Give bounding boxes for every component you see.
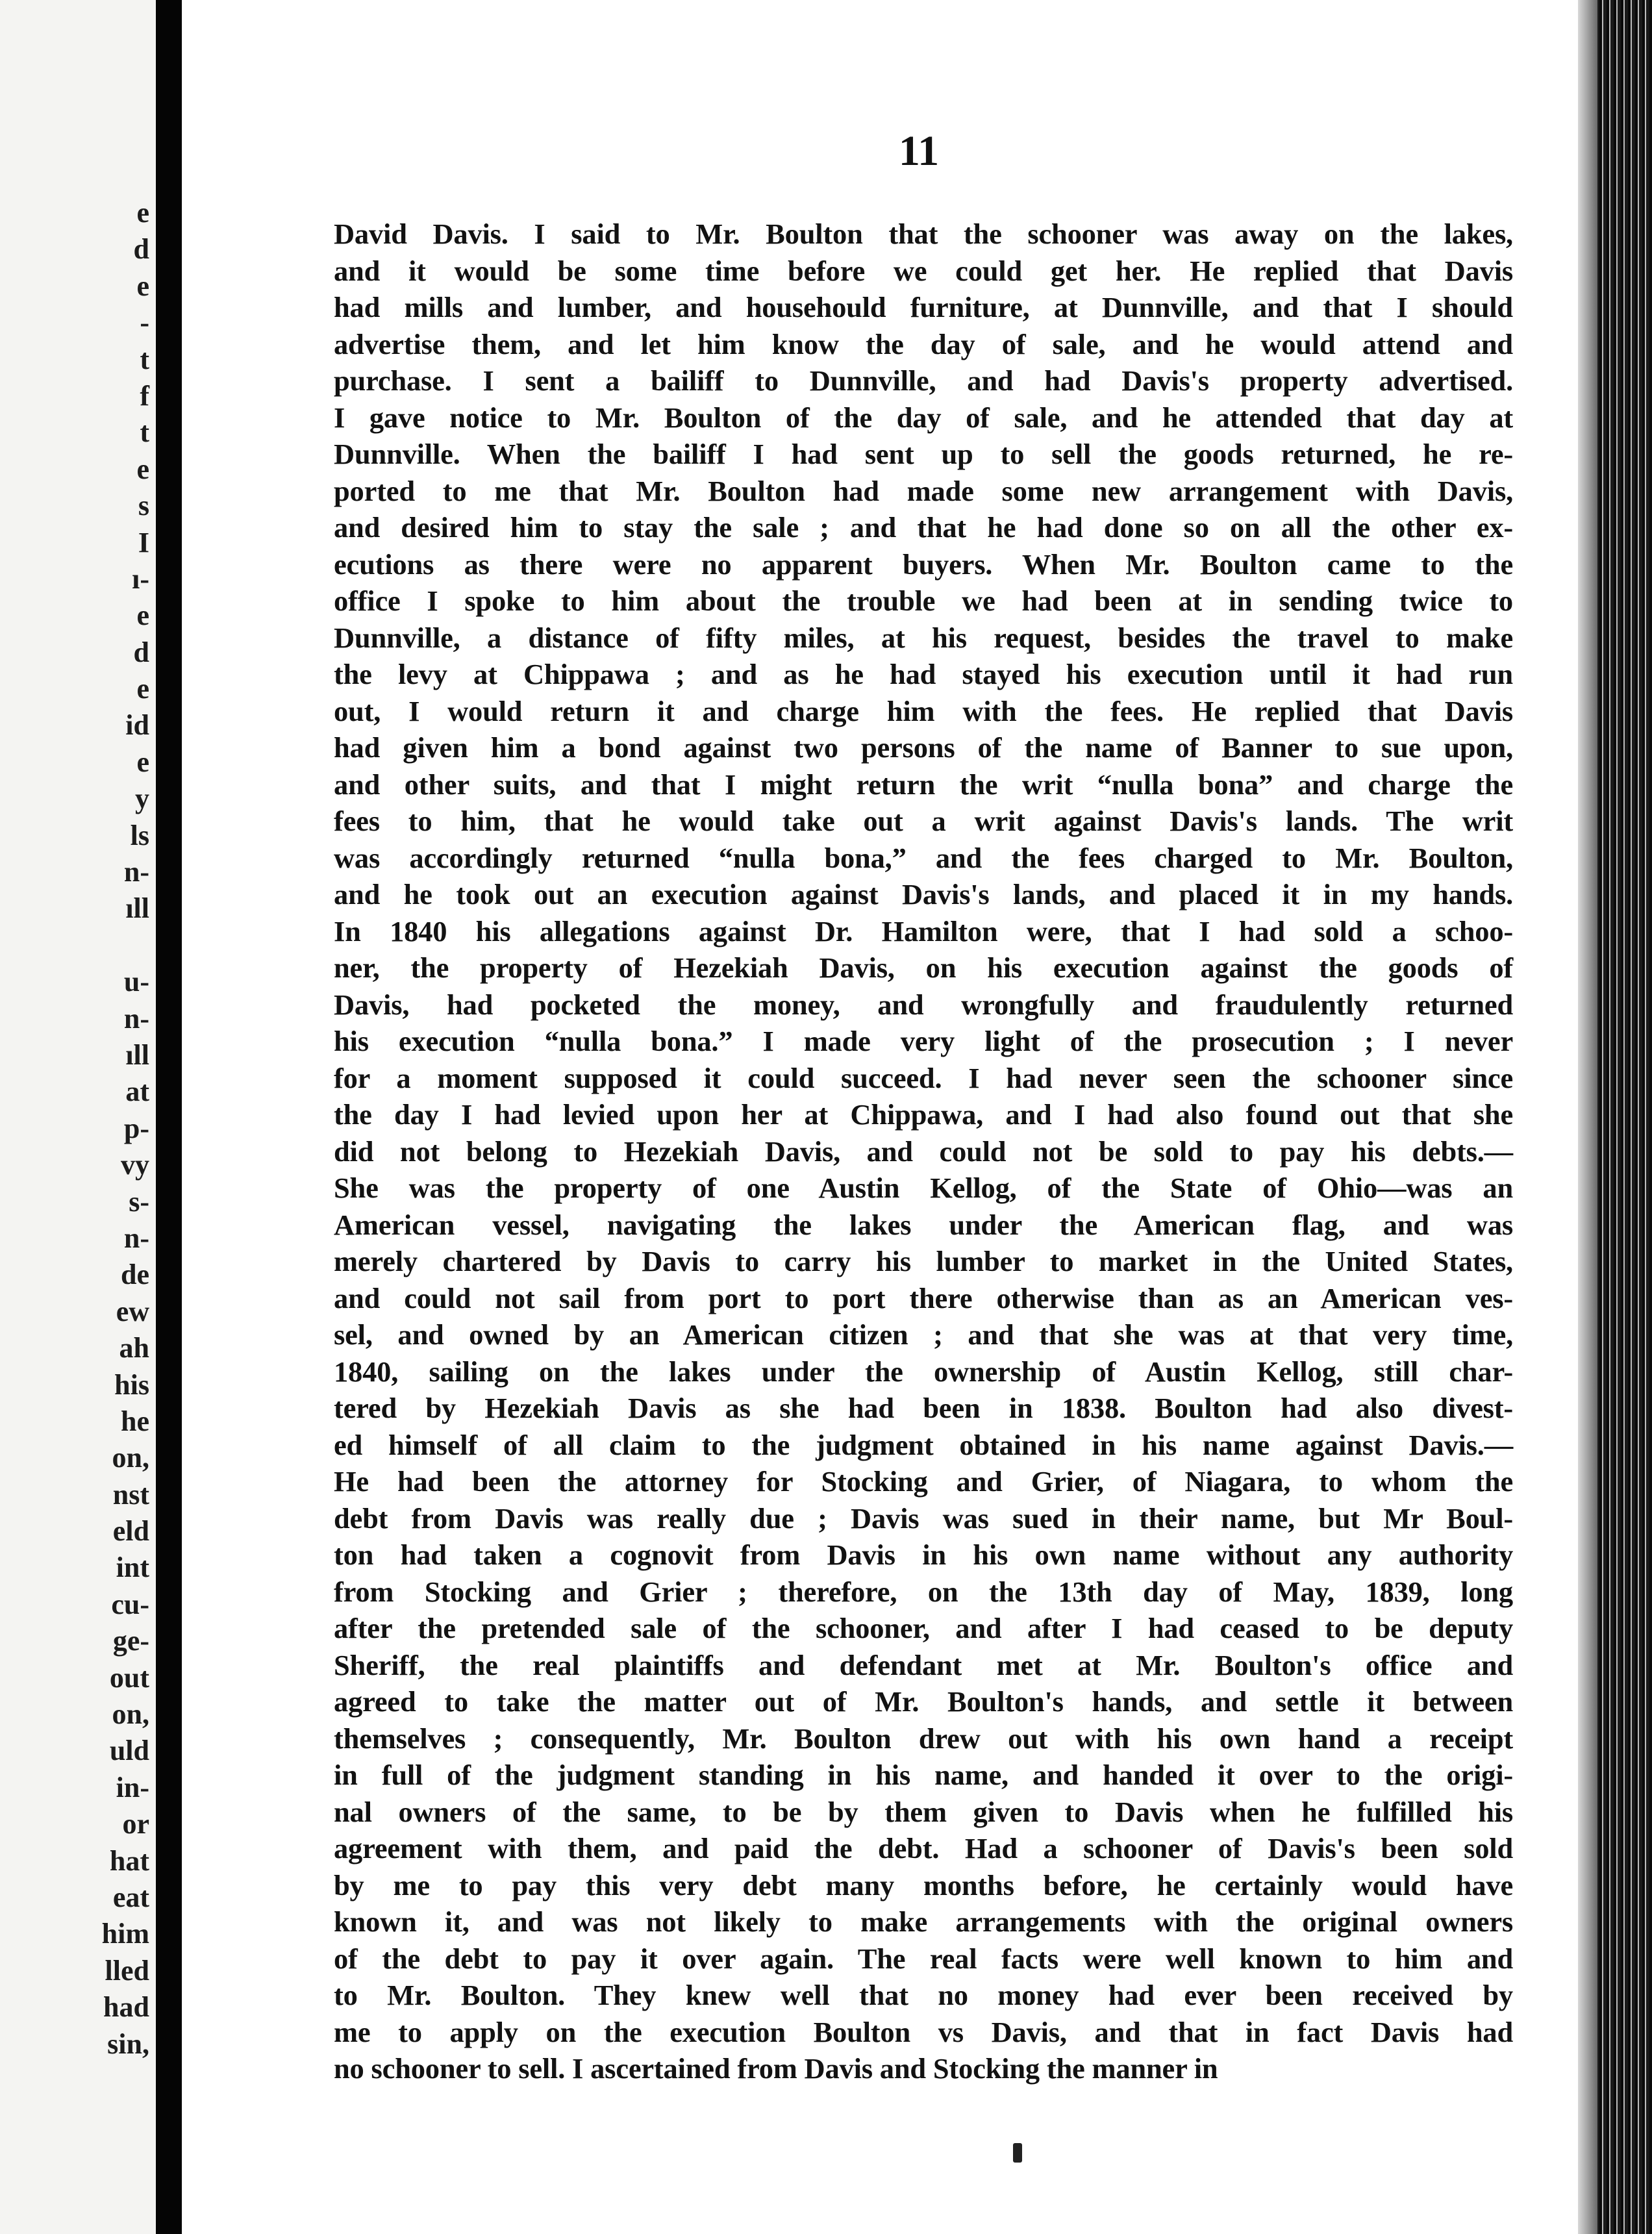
facing-page-fragment — [71, 927, 149, 964]
text-line: She was the property of one Austin Kellog, of the State of Ohio—was an — [334, 1172, 1513, 1204]
facing-page-fragment: in- — [116, 1771, 149, 1803]
facing-page-fragment: e — [136, 453, 149, 485]
printer-mark — [1013, 2143, 1022, 2163]
text-line: agreed to take the matter out of Mr. Boulton's hands, and settle it between — [334, 1685, 1513, 1718]
facing-page-fragment: e — [136, 746, 149, 778]
text-line: after the pretended sale of the schooner, and after I had ceased to be deputy — [334, 1612, 1513, 1644]
facing-page-text — [71, 195, 149, 2063]
facing-page-fragment: ıll — [125, 892, 149, 925]
text-line: in full of the judgment standing in his name, and handed it over to the origi- — [334, 1759, 1513, 1791]
facing-page-fragment: s- — [129, 1185, 149, 1218]
text-line: American vessel, navigating the lakes under the American flag, and was — [334, 1208, 1513, 1241]
text-line: advertise them, and let him know the day of sale, and he would attend and — [334, 327, 1513, 360]
text-line: to Mr. Boulton. They knew well that no money had ever been received by — [334, 1979, 1513, 2011]
text-line: had given him a bond against two persons of the name of Banner to sue upon, — [334, 731, 1513, 764]
facing-page-fragment: e — [136, 599, 149, 632]
facing-page-fragment: I — [138, 526, 149, 558]
text-line: and he took out an execution against Davis's lands, and placed it in my hands. — [334, 878, 1513, 910]
text-line: He had been the attorney for Stocking and Grier, of Niagara, to whom the — [334, 1465, 1513, 1498]
facing-page-fragment: t — [140, 416, 149, 449]
facing-page-fragment: n- — [123, 1222, 149, 1254]
text-line: ecutions as there were no apparent buyers. When Mr. Boulton came to the — [334, 547, 1513, 581]
facing-page — [0, 0, 156, 2234]
text-line: merely chartered by Davis to carry his lumber to market in the United States, — [334, 1245, 1513, 1277]
text-line: by me to pay this very debt many months before, he certainly would have — [334, 1868, 1513, 1901]
facing-page-fragment: at — [125, 1075, 149, 1108]
facing-page-fragment: hat — [109, 1844, 149, 1877]
text-line: had mills and lumber, and househould furniture, at Dunnville, and that I should — [334, 291, 1513, 323]
facing-page-fragment: eld — [112, 1515, 149, 1548]
text-line: themselves ; consequently, Mr. Boulton drew out with his own hand a receipt — [334, 1722, 1513, 1755]
facing-page-fragment: - — [140, 307, 149, 339]
page-edge-shadow — [1578, 0, 1597, 2234]
text-line: was accordingly returned “nulla bona,” and the fees charged to Mr. Boulton, — [334, 841, 1513, 874]
text-line: fees to him, that he would take out a writ against Davis's lands. The writ — [334, 805, 1513, 837]
text-line: for a moment supposed it could succeed. I had never seen the schooner since — [334, 1061, 1513, 1094]
facing-page-fragment: on, — [112, 1442, 149, 1474]
text-line: Davis, had pocketed the money, and wrongfully and fraudulently returned — [334, 988, 1513, 1021]
text-line: Dunnville. When the bailiff I had sent up to sell the goods returned, he re- — [334, 438, 1513, 470]
facing-page-fragment: he — [121, 1405, 149, 1437]
facing-page-fragment: his — [114, 1368, 149, 1401]
facing-page-fragment: ı- — [132, 562, 149, 595]
facing-page-fragment: f — [140, 379, 149, 412]
text-line: and it would be some time before we could get her. He replied that Davis — [334, 254, 1513, 287]
text-line: me to apply on the execution Boulton vs Davis, and that in fact Davis had — [334, 2015, 1513, 2048]
text-line: debt from Davis was really due ; Davis was sued in their name, but Mr Boul- — [334, 1501, 1513, 1535]
facing-page-fragment: out — [109, 1661, 149, 1694]
facing-page-fragment: had — [103, 1991, 149, 2024]
facing-page-fragment: n- — [123, 1002, 149, 1035]
facing-page-fragment: e — [136, 270, 149, 302]
text-line: Sheriff, the real plaintiffs and defendant met at Mr. Boulton's office and — [334, 1648, 1513, 1681]
text-line: of the debt to pay it over again. The real facts were well known to him and — [334, 1942, 1513, 1975]
facing-page-fragment: y — [135, 783, 149, 815]
facing-page-fragment: ah — [119, 1332, 149, 1364]
facing-page-fragment: e — [136, 673, 149, 705]
facing-page-fragment: uld — [109, 1735, 149, 1767]
text-line: did not belong to Hezekiah Davis, and could not be sold to pay his debts.— — [334, 1135, 1513, 1168]
text-line: David Davis. I said to Mr. Boulton that the schooner was away on the lakes, — [334, 218, 1513, 250]
facing-page-fragment: cu- — [111, 1588, 149, 1620]
text-line: and could not sail from port to port there otherwise than as an American ves- — [334, 1281, 1513, 1314]
text-line: ported to me that Mr. Boulton had made some new arrangement with Davis, — [334, 474, 1513, 507]
facing-page-fragment: on, — [112, 1698, 149, 1731]
facing-page-fragment: sin, — [107, 2027, 149, 2060]
facing-page-fragment: de — [121, 1259, 149, 1291]
text-line: out, I would return it and charge him with the fees. He replied that Davis — [334, 694, 1513, 727]
facing-page-fragment: t — [140, 343, 149, 375]
text-line: purchase. I sent a bailiff to Dunnville, and had Davis's property advertised. — [334, 364, 1513, 397]
page-number: 11 — [898, 127, 940, 175]
text-line: 1840, sailing on the lakes under the ownership of Austin Kellog, still char- — [334, 1355, 1513, 1388]
facing-page-fragment: ew — [116, 1295, 149, 1327]
facing-page-fragment: d — [133, 636, 149, 668]
facing-page-fragment: int — [116, 1551, 149, 1584]
facing-page-fragment: nst — [112, 1478, 149, 1511]
text-line: the day I had levied upon her at Chippawa, and I had also found out that she — [334, 1098, 1513, 1131]
facing-page-fragment: p- — [123, 1112, 149, 1144]
facing-page-fragment: n- — [123, 856, 149, 888]
text-line: known it, and was not likely to make arrangements with the original owners — [334, 1905, 1513, 1938]
text-line: agreement with them, and paid the debt. Had a schooner of Davis's been sold — [334, 1832, 1513, 1864]
text-line: ed himself of all claim to the judgment obtained in his name against Davis.— — [334, 1428, 1513, 1461]
text-line: I gave notice to Mr. Boulton of the day of sale, and he attended that day at — [334, 401, 1513, 434]
text-line: In 1840 his allegations against Dr. Hamilton were, that I had sold a schoo- — [334, 914, 1513, 948]
facing-page-fragment: eat — [112, 1881, 149, 1913]
text-line: his execution “nulla bona.” I made very light of the prosecution ; I never — [334, 1025, 1513, 1057]
facing-page-fragment: lled — [105, 1954, 149, 1987]
text-line: the levy at Chippawa ; and as he had stayed his execution until it had run — [334, 658, 1513, 690]
facing-page-fragment: ge- — [112, 1625, 149, 1657]
text-line: no schooner to sell. I ascertained from Davis and Stocking the manner in — [334, 2052, 1218, 2085]
book-page — [182, 0, 1578, 2234]
text-line: and desired him to stay the sale ; and that he had done so on all the other ex- — [334, 511, 1513, 544]
text-line: ner, the property of Hezekiah Davis, on his execution against the goods of — [334, 951, 1513, 984]
text-line: office I spoke to him about the trouble we had been at in sending twice to — [334, 584, 1513, 617]
body-text — [334, 216, 1513, 2138]
text-line: and other suits, and that I might return the writ “nulla bona” and charge the — [334, 768, 1513, 801]
text-line: from Stocking and Grier ; therefore, on the 13th day of May, 1839, long — [334, 1575, 1513, 1608]
book-gutter — [156, 0, 182, 2234]
facing-page-fragment: d — [133, 233, 149, 266]
facing-page-fragment: or — [122, 1808, 149, 1840]
facing-page-fragment: e — [136, 197, 149, 229]
text-line: ton had taken a cognovit from Davis in his own name without any authority — [334, 1538, 1513, 1571]
facing-page-fragment: u- — [123, 966, 149, 998]
text-line: sel, and owned by an American citizen ; and that she was at that very time, — [334, 1318, 1513, 1351]
facing-page-fragment: id — [125, 709, 149, 742]
facing-page-fragment: ls — [130, 819, 149, 851]
facing-page-fragment: vy — [121, 1149, 149, 1181]
text-line: tered by Hezekiah Davis as she had been in 1838. Boulton had also divest- — [334, 1392, 1513, 1424]
facing-page-fragment: s — [138, 490, 149, 522]
facing-page-fragment: ıll — [125, 1038, 149, 1071]
text-line: nal owners of the same, to be by them given to Davis when he fulfilled his — [334, 1795, 1513, 1828]
facing-page-fragment: him — [101, 1918, 149, 1950]
text-line: Dunnville, a distance of fifty miles, at his request, besides the travel to make — [334, 621, 1513, 654]
page-edges — [1578, 0, 1652, 2234]
